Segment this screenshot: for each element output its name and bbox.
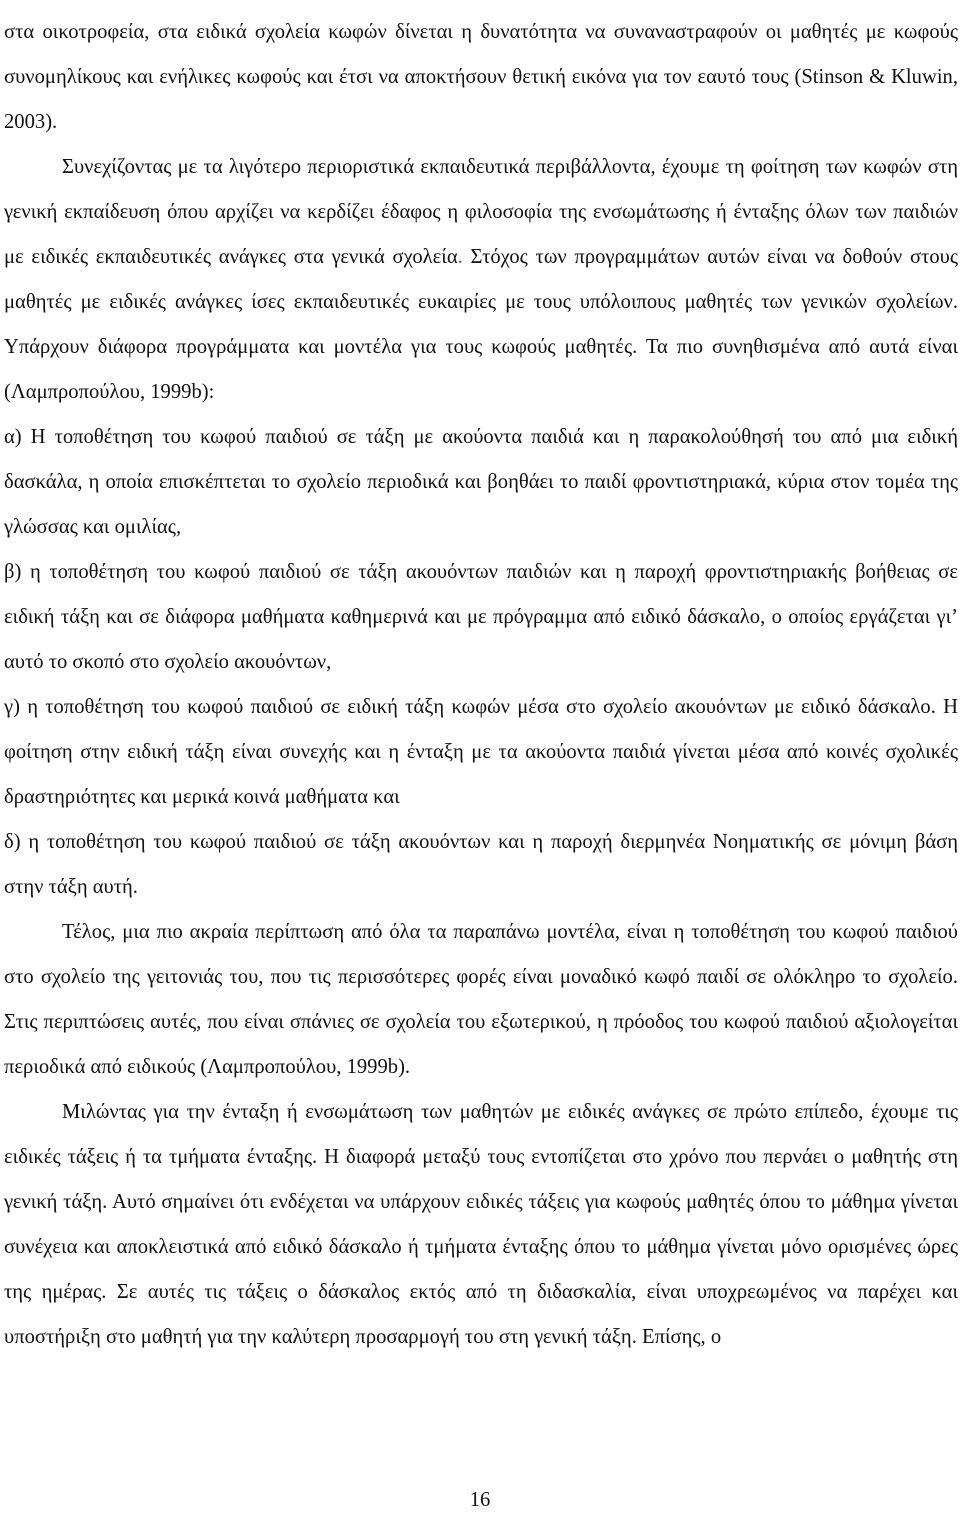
paragraph-2-red-period: . (457, 246, 463, 268)
paragraph-2 (4, 145, 958, 415)
paragraph-8-text: Μιλώντας για την ένταξη ή ενσωμάτωση των μαθητών με ειδικές ανάγκες σε πρώτο επίπεδο, έχουμε τις ειδικές τάξεις ή τα τμήματα ένταξης. Η διαφορά μεταξύ τους εντοπίζεται στο χρόνο που περνάει ο μαθητής στη γενική τάξη. Αυτό σημαίνει ότι ενδέχεται να υπάρχουν ειδικές τάξεις για κωφούς μαθητές όπου το μάθημα γίνεται συνέχεια και αποκλειστικά από ειδικό δάσκαλο ή τμήματα ένταξης όπου το μάθημα γίνεται μόνο ορισμένες ώρες της ημέρας. Σε αυτές τις τάξεις ο δάσκαλος εκτός από τη διδασκαλία, είναι υποχρεωμένος να παρέχει και υποστήριξη στο μαθητή για την καλύτερη προσαρμογή του στη γενική τάξη. Επίσης, ο (4, 1101, 958, 1348)
list-item-c-text: γ) η τοποθέτηση του κωφού παιδιού σε ειδική τάξη κωφών μέσα στο σχολείο ακουόντων με ειδικό δάσκαλο. Η φοίτηση στην ειδική τάξη είναι συνεχής και η ένταξη με τα ακούοντα παιδιά γίνεται μέσα από κοινές σχολικές δραστηριότητες και μερικά κοινά μαθήματα και (4, 696, 958, 808)
list-item-d-text: δ) η τοποθέτηση του κωφού παιδιού σε τάξη ακουόντων και η παροχή διερμηνέα Νοηματικής σε μόνιμη βάση στην τάξη αυτή. (4, 831, 958, 898)
list-item-b-text: β) η τοποθέτηση του κωφού παιδιού σε τάξη ακουόντων παιδιών και η παροχή φροντιστηριακής βοήθειας σε ειδική τάξη και σε διάφορα μαθήματα καθημερινά και με πρόγραμμα από ειδικό δάσκαλο, ο οποίος εργάζεται γι’ αυτό το σκοπό στο σχολείο ακουόντων, (4, 561, 958, 673)
paragraph-8 (4, 1090, 958, 1360)
paragraph-7-text: Τέλος, μια πιο ακραία περίπτωση από όλα τα παραπάνω μοντέλα, είναι η τοποθέτηση του κωφού παιδιού στο σχολείο της γειτονιάς του, που τις περισσότερες φορές είναι μοναδικό κωφό παιδί σε ολόκληρο το σχολείο. Στις περιπτώσεις αυτές, που είναι σπάνιες σε σχολεία του εξωτερικού, η πρόοδος του κωφού παιδιού αξιολογείται περιοδικά από ειδικούς (Λαμπροπούλου, 1999b). (4, 921, 958, 1078)
paragraph-2-text-b: Στόχος των προγραμμάτων αυτών είναι να δοθούν στους μαθητές με ειδικές ανάγκες ίσες εκπαιδευτικές ευκαιρίες με τους υπόλοιπους μαθητές των γενικών σχολείων. Υπάρχουν διάφορα προγράμματα και μοντέλα για τους κωφούς μαθητές. Τα πιο συνηθισμένα από αυτά είναι (Λαμπροπούλου, 1999b): (4, 246, 958, 403)
list-item-a (4, 415, 958, 550)
body-text (4, 10, 958, 1360)
list-item-d (4, 820, 958, 910)
paragraph-1 (4, 10, 958, 145)
page-number: 16 (469, 1489, 491, 1511)
paragraph-7 (4, 910, 958, 1090)
list-item-b (4, 550, 958, 685)
paragraph-1-text: στα οικοτροφεία, στα ειδικά σχολεία κωφών δίνεται η δυνατότητα να συναναστραφούν οι μαθητές με κωφούς συνομηλίκους και ενήλικες κωφούς και έτσι να αποκτήσουν θετική εικόνα για τον εαυτό τους (Stinson & Kluwin, 2003). (4, 21, 958, 133)
paragraph-2-text-a: Συνεχίζοντας με τα λιγότερο περιοριστικά εκπαιδευτικά περιβάλλοντα, έχουμε τη φοίτηση των κωφών στη γενική εκπαίδευση όπου αρχίζει να κερδίζει έδαφος η φιλοσοφία της ενσωμάτωσης ή ένταξης όλων των παιδιών με ειδικές εκπαιδευτικές ανάγκες στα γενικά σχολεία (4, 156, 958, 268)
list-item-c (4, 685, 958, 820)
list-item-a-text: α) Η τοποθέτηση του κωφού παιδιού σε τάξη με ακούοντα παιδιά και η παρακολούθησή του από μια ειδική δασκάλα, η οποία επισκέπτεται το σχολείο περιοδικά και βοηθάει το παιδί φροντιστηριακά, κύρια στον τομέα της γλώσσας και ομιλίας, (4, 426, 958, 538)
